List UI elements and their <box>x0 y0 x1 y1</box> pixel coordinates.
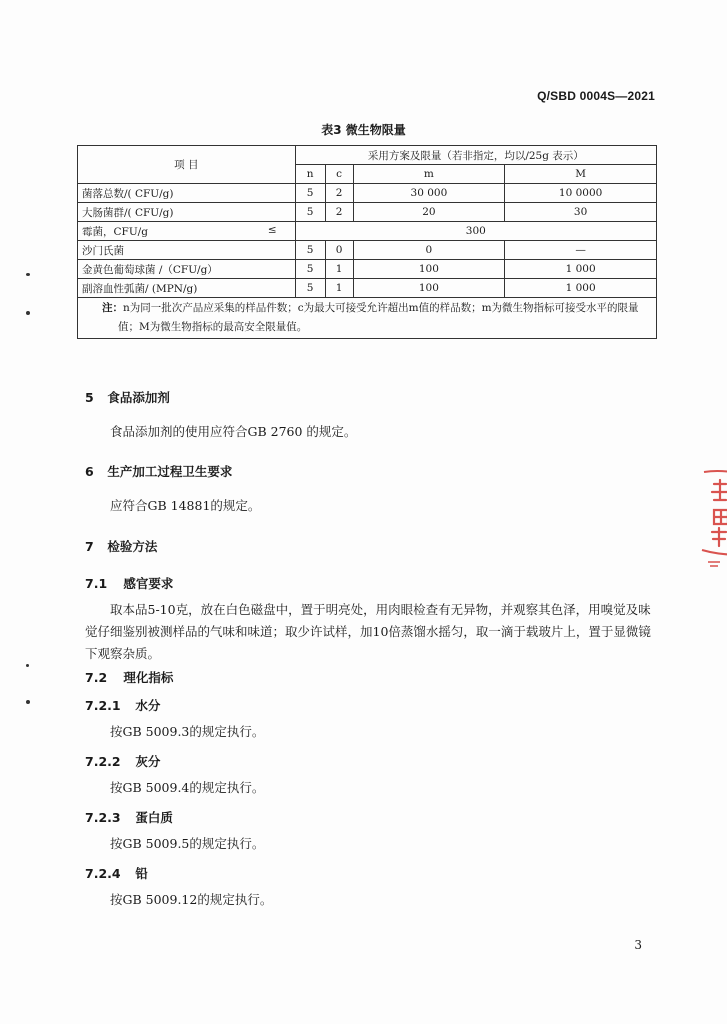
document-code: Q/SBD 0004S—2021 <box>537 89 655 103</box>
row-item: 副溶血性弧菌/ (MPN/g) <box>78 279 296 298</box>
table-header-row <box>78 146 657 165</box>
header-M: M <box>505 165 657 184</box>
row-m: 0 <box>353 241 505 260</box>
section-7-2-4-heading <box>85 864 148 882</box>
section-7-2-1-text: 按GB 5009.3的规定执行。 <box>110 724 265 739</box>
row-n: 5 <box>295 184 325 203</box>
section-6-text: 应符合GB 14881的规定。 <box>110 498 261 513</box>
section-6-heading <box>85 462 232 480</box>
header-c: c <box>325 165 353 184</box>
row-m: 100 <box>353 260 505 279</box>
row-n: 5 <box>295 279 325 298</box>
scan-speck <box>26 700 30 704</box>
row-m: 30 000 <box>353 184 505 203</box>
table-row <box>78 222 657 241</box>
scan-speck <box>26 664 29 667</box>
section-7-1-text: 取本品5-10克，放在白色磁盘中，置于明亮处，用肉眼检查有无异物，并观察其色泽，用嗅觉及味觉仔细鉴别被测样品的气味和味道；取少许试样，加10倍蒸馏水摇匀，取一滴于载玻片上，置于显微镜下观察杂质。 <box>85 602 651 661</box>
row-M: 10 0000 <box>505 184 657 203</box>
section-title: 灰分 <box>135 754 161 769</box>
note-label: 注： <box>102 302 123 314</box>
row-item: 沙门氏菌 <box>78 241 296 260</box>
row-m: 100 <box>353 279 505 298</box>
section-number: 7 <box>85 539 94 554</box>
row-merged-value: 300 <box>295 222 656 241</box>
section-7-1-heading <box>85 574 173 592</box>
section-7-2-2-text: 按GB 5009.4的规定执行。 <box>110 780 265 795</box>
page-number: 3 <box>634 938 642 952</box>
row-c: 0 <box>325 241 353 260</box>
section-number: 7.2.4 <box>85 866 121 881</box>
header-n: n <box>295 165 325 184</box>
row-M: 30 <box>505 203 657 222</box>
table-row <box>78 260 657 279</box>
section-number: 5 <box>85 390 94 405</box>
section-number: 6 <box>85 464 94 479</box>
section-7-2-heading <box>85 668 173 686</box>
section-title: 水分 <box>135 698 161 713</box>
section-5-heading <box>85 388 170 406</box>
section-number: 7.1 <box>85 576 108 591</box>
section-title: 生产加工过程卫生要求 <box>107 464 233 479</box>
seal-stamp-icon <box>700 466 727 570</box>
row-M: 1 000 <box>505 279 657 298</box>
row-n: 5 <box>295 203 325 222</box>
row-item <box>78 222 296 241</box>
section-number: 7.2.1 <box>85 698 121 713</box>
table-row <box>78 203 657 222</box>
header-m: m <box>353 165 505 184</box>
row-c: 2 <box>325 203 353 222</box>
section-7-2-1-heading <box>85 696 160 714</box>
row-n: 5 <box>295 241 325 260</box>
section-7-2-4-text: 按GB 5009.12的规定执行。 <box>110 892 273 907</box>
section-title: 理化指标 <box>123 670 174 685</box>
header-plan: 采用方案及限量（若非指定，均以/25g 表示） <box>295 146 656 165</box>
row-item-label: 霉菌，CFU/g <box>82 225 148 238</box>
scan-speck <box>26 273 30 276</box>
table-row <box>78 184 657 203</box>
row-m: 20 <box>353 203 505 222</box>
section-7-2-3-heading <box>85 808 173 826</box>
section-number: 7.2.2 <box>85 754 121 769</box>
section-7-heading <box>85 537 157 555</box>
section-title: 食品添加剂 <box>107 390 170 405</box>
section-number: 7.2.3 <box>85 810 121 825</box>
note-text: n为同一批次产品应采集的样品件数；c为最大可接受允许超出m值的样品数；m为微生物指标可接受水平的限量值；M为微生物指标的最高安全限量值。 <box>118 302 639 333</box>
table-row <box>78 279 657 298</box>
row-item: 大肠菌群/( CFU/g) <box>78 203 296 222</box>
section-7-2-3-text: 按GB 5009.5的规定执行。 <box>110 836 265 851</box>
section-number: 7.2 <box>85 670 108 685</box>
row-M: 1 000 <box>505 260 657 279</box>
row-item: 菌落总数/( CFU/g) <box>78 184 296 203</box>
microbial-limits-table <box>77 145 657 339</box>
lte-symbol: ≤ <box>267 223 277 236</box>
table-note-row <box>78 298 657 339</box>
section-title: 蛋白质 <box>135 810 173 825</box>
row-c: 1 <box>325 260 353 279</box>
table-row <box>78 241 657 260</box>
section-title: 检验方法 <box>107 539 158 554</box>
scan-speck <box>26 311 30 315</box>
row-M: — <box>505 241 657 260</box>
section-title: 感官要求 <box>123 576 174 591</box>
row-n: 5 <box>295 260 325 279</box>
table-note <box>78 298 657 339</box>
row-item: 金黄色葡萄球菌 /（CFU/g） <box>78 260 296 279</box>
table-title: 表3 微生物限量 <box>321 123 406 137</box>
row-c: 2 <box>325 184 353 203</box>
row-c: 1 <box>325 279 353 298</box>
section-7-2-2-heading <box>85 752 160 770</box>
section-5-text: 食品添加剂的使用应符合GB 2760 的规定。 <box>110 424 357 439</box>
section-title: 铅 <box>135 866 148 881</box>
header-item: 项 目 <box>78 146 296 184</box>
